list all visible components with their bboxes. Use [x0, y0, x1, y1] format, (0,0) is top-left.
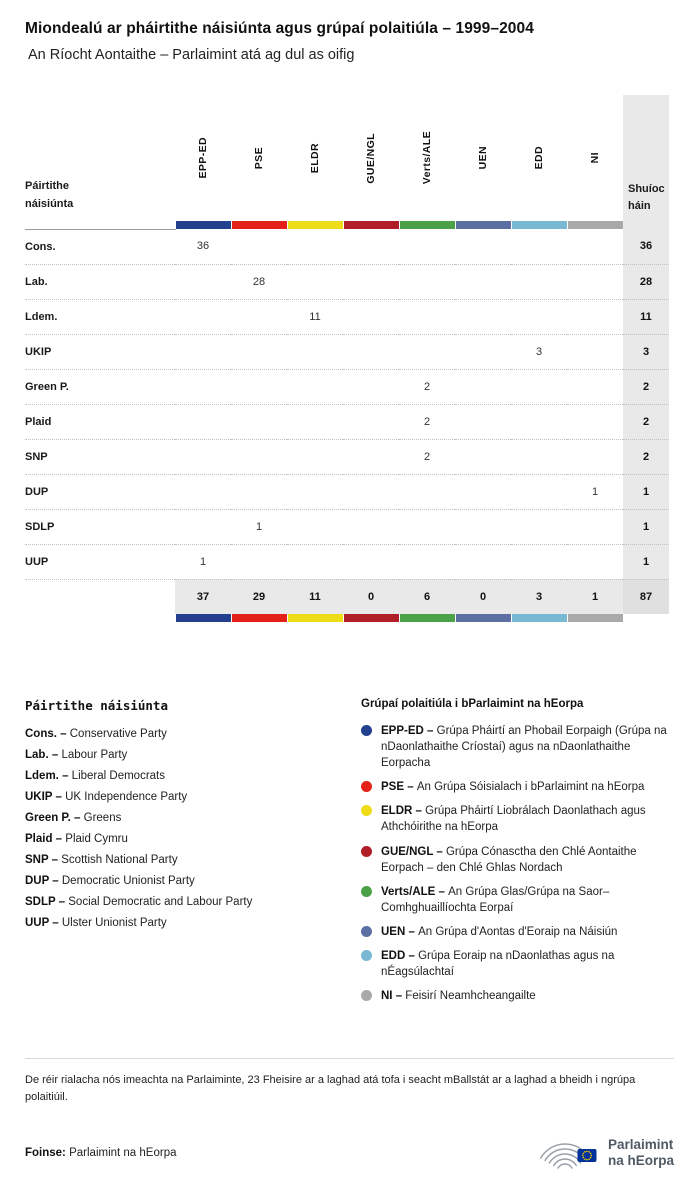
group-description: Grúpa Pháirtí an Phobail Eorpaigh (Grúpa na nDaonlathaithe Críostaí) agus na nDaonlathaithe Eorpacha	[381, 725, 667, 770]
separator-dash: –	[48, 854, 62, 866]
group-color-bar	[511, 221, 567, 229]
seat-value-cell	[231, 334, 287, 369]
seat-value-cell	[455, 404, 511, 439]
group-header-row	[25, 95, 669, 221]
party-legend-item	[25, 917, 337, 929]
seat-value-cell	[511, 229, 567, 264]
column-total-cell: 6	[399, 579, 455, 614]
party-full-name: Ulster Unionist Party	[61, 917, 167, 929]
seat-value-cell	[287, 264, 343, 299]
party-abbr: Ldem.	[25, 770, 59, 782]
seat-value-cell	[231, 299, 287, 334]
row-total-cell: 1	[623, 544, 669, 579]
group-legend-items	[361, 723, 672, 1004]
seat-value-cell	[343, 229, 399, 264]
group-abbr: UEN	[381, 925, 406, 938]
party-legend-title: Páirtithe náisiúnta	[25, 698, 168, 713]
group-description: Grúpa Cónasctha den Chlé Aontaithe Eorpach – den Chlé Ghlas Nordach	[381, 845, 637, 874]
seat-value-cell	[567, 299, 623, 334]
party-row	[25, 509, 669, 544]
group-color-dot	[361, 725, 372, 736]
group-abbr: EDD	[381, 950, 406, 963]
seat-value-cell	[455, 509, 511, 544]
party-full-name: Greens	[83, 812, 122, 824]
party-legend	[25, 698, 337, 1012]
party-full-name: Social Democratic and Labour Party	[68, 896, 253, 908]
group-column-header: GUE/NGL	[365, 132, 377, 184]
group-column-header: ELDR	[309, 142, 321, 174]
seat-value-cell	[231, 369, 287, 404]
separator-dash: –	[49, 875, 62, 887]
column-total-cell: 11	[287, 579, 343, 614]
seat-value-cell	[511, 264, 567, 299]
ep-hemicycle-flag-icon	[539, 1130, 601, 1175]
group-color-dot	[361, 886, 372, 897]
group-abbr: EPP-ED	[381, 725, 424, 737]
party-abbr: UKIP	[25, 791, 53, 803]
party-legend-item	[25, 854, 337, 866]
separator-dash: –	[392, 990, 406, 1003]
group-color-dot	[361, 781, 372, 792]
group-legend-item	[361, 948, 672, 980]
seat-value-cell	[399, 509, 455, 544]
party-full-name: UK Independence Party	[65, 791, 188, 803]
seat-value-cell	[343, 404, 399, 439]
seat-value-cell	[567, 229, 623, 264]
party-name: Green P.	[25, 369, 175, 404]
seat-value-cell	[175, 439, 231, 474]
party-legend-item	[25, 833, 337, 845]
seat-value-cell	[399, 474, 455, 509]
seat-value-cell: 1	[567, 474, 623, 509]
row-total-cell: 2	[623, 439, 669, 474]
group-color-bar	[231, 614, 287, 622]
group-color-bar	[231, 221, 287, 229]
seat-value-cell	[231, 404, 287, 439]
party-full-name: Plaid Cymru	[65, 833, 128, 845]
group-abbr: ELDR	[381, 805, 413, 818]
source-value: Parlaimint na hEorpa	[69, 1146, 177, 1159]
separator-dash: –	[405, 925, 419, 938]
group-column-header: PSE	[253, 146, 265, 170]
party-legend-item	[25, 896, 337, 908]
group-color-bar	[455, 221, 511, 229]
party-name: Lab.	[25, 264, 175, 299]
group-legend-item	[361, 924, 672, 940]
party-row	[25, 439, 669, 474]
seat-value-cell	[287, 369, 343, 404]
seat-value-cell	[511, 474, 567, 509]
seat-value-cell	[455, 439, 511, 474]
group-abbr: Verts/ALE	[381, 885, 436, 898]
group-color-bar	[175, 614, 231, 622]
seat-value-cell	[399, 264, 455, 299]
party-legend-item	[25, 791, 337, 803]
party-legend-item	[25, 875, 337, 887]
party-abbr: Plaid	[25, 833, 53, 845]
group-abbr: GUE/NGL	[381, 845, 434, 858]
ep-logo-text-line2: na hEorpa	[607, 1152, 674, 1168]
group-legend-item	[361, 779, 672, 795]
party-name: DUP	[25, 474, 175, 509]
grand-total-cell: 87	[623, 579, 669, 614]
bottom-color-bar-row	[25, 614, 669, 622]
seat-value-cell: 2	[399, 404, 455, 439]
footnote-section	[25, 1058, 674, 1106]
party-full-name: Democratic Unionist Party	[61, 875, 195, 887]
seat-value-cell	[455, 229, 511, 264]
group-color-bar-row	[25, 221, 669, 229]
group-legend	[361, 698, 672, 1012]
column-total-cell: 0	[343, 579, 399, 614]
party-row	[25, 264, 669, 299]
group-description: An Grúpa d'Aontas d'Eoraip na Náisiún	[418, 925, 618, 938]
ep-logo	[539, 1130, 674, 1175]
seat-value-cell: 1	[231, 509, 287, 544]
party-name: UKIP	[25, 334, 175, 369]
row-total-cell: 1	[623, 509, 669, 544]
seat-value-cell	[455, 334, 511, 369]
legend-section	[25, 698, 674, 1012]
separator-dash: –	[412, 805, 426, 818]
group-description: An Grúpa Glas/Grúpa na Saor–Comhghuaillíochta Eorpaí	[381, 885, 610, 914]
column-total-cell: 1	[567, 579, 623, 614]
seat-value-cell: 11	[287, 299, 343, 334]
party-name: Cons.	[25, 229, 175, 264]
party-abbr: DUP	[25, 875, 50, 887]
seat-value-cell: 3	[511, 334, 567, 369]
seat-value-cell	[231, 439, 287, 474]
header-rule	[25, 221, 175, 229]
separator-dash: –	[52, 833, 66, 845]
seat-value-cell	[567, 264, 623, 299]
seat-value-cell	[399, 299, 455, 334]
group-legend-item	[361, 803, 672, 835]
group-legend-item	[361, 844, 672, 876]
seat-value-cell	[455, 474, 511, 509]
group-color-bar	[567, 614, 623, 622]
separator-dash: –	[49, 917, 62, 929]
seat-value-cell	[343, 509, 399, 544]
party-abbr: UUP	[25, 917, 50, 929]
seat-value-cell	[511, 369, 567, 404]
row-total-cell: 28	[623, 264, 669, 299]
column-total-cell: 37	[175, 579, 231, 614]
group-description: Grúpa Pháirtí Liobrálach Daonlathach agus Athchóirithe na hEorpa	[381, 805, 646, 834]
party-name: SNP	[25, 439, 175, 474]
seat-value-cell	[511, 299, 567, 334]
party-legend-items	[25, 728, 337, 929]
group-color-bar	[455, 614, 511, 622]
totals-row	[25, 579, 669, 614]
party-abbr: SNP	[25, 854, 49, 866]
ep-logo-text-line1: Parlaimint	[607, 1136, 674, 1152]
party-row	[25, 369, 669, 404]
party-row	[25, 334, 669, 369]
seat-value-cell	[399, 544, 455, 579]
party-row	[25, 544, 669, 579]
seat-value-cell	[455, 369, 511, 404]
seat-value-cell	[175, 509, 231, 544]
separator-dash: –	[48, 749, 62, 761]
seat-value-cell	[455, 299, 511, 334]
group-column-header: EPP-ED	[197, 137, 209, 179]
group-legend-title: Grúpaí polaitiúla i bParlaimint na hEorpa	[361, 698, 584, 710]
seat-value-cell	[343, 299, 399, 334]
party-abbr: Cons.	[25, 728, 57, 740]
seat-value-cell: 28	[231, 264, 287, 299]
party-full-name: Labour Party	[61, 749, 128, 761]
seat-value-cell	[231, 229, 287, 264]
seat-value-cell	[455, 544, 511, 579]
page-subtitle: An Ríocht Aontaithe – Parlaimint atá ag dul as oifig	[28, 47, 355, 63]
seat-value-cell	[343, 369, 399, 404]
group-color-dot	[361, 805, 372, 816]
page-title: Miondealú ar pháirtithe náisiúnta agus grúpaí polaitiúla – 1999–2004	[25, 20, 534, 37]
seat-value-cell: 36	[175, 229, 231, 264]
seat-value-cell	[511, 404, 567, 439]
row-total-cell: 3	[623, 334, 669, 369]
seat-value-cell	[175, 264, 231, 299]
separator-dash: –	[70, 812, 84, 824]
column-total-cell: 3	[511, 579, 567, 614]
group-color-dot	[361, 846, 372, 857]
seats-column-header: Shuíocháin	[623, 95, 669, 221]
party-legend-item	[25, 749, 337, 761]
party-full-name: Conservative Party	[69, 728, 167, 740]
party-abbr: Lab.	[25, 749, 49, 761]
party-full-name: Scottish National Party	[61, 854, 178, 866]
seat-value-cell: 2	[399, 369, 455, 404]
seat-value-cell	[343, 474, 399, 509]
seat-value-cell	[567, 369, 623, 404]
seat-value-cell	[455, 264, 511, 299]
group-description: Feisirí Neamhcheangailte	[405, 990, 536, 1003]
procedural-note: De réir rialacha nós imeachta na Parlaiminte, 23 Fheisire ar a laghad atá tofa i seacht mBallstát ar a laghad a bheidh i ngrúpa polaitiúil.	[25, 1074, 636, 1104]
seat-value-cell	[567, 509, 623, 544]
seat-value-cell	[175, 474, 231, 509]
group-color-bar	[567, 221, 623, 229]
separator-dash: –	[405, 950, 419, 963]
seat-value-cell	[175, 334, 231, 369]
seat-value-cell: 2	[399, 439, 455, 474]
row-total-cell: 1	[623, 474, 669, 509]
results-table	[25, 95, 669, 622]
party-row	[25, 474, 669, 509]
separator-dash: –	[52, 791, 66, 803]
group-color-bar	[399, 221, 455, 229]
party-legend-item	[25, 728, 337, 740]
group-description: An Grúpa Sóisialach i bParlaimint na hEorpa	[416, 781, 645, 794]
separator-dash: –	[435, 885, 449, 898]
separator-dash: –	[423, 725, 437, 737]
group-color-bar	[175, 221, 231, 229]
group-color-bar	[399, 614, 455, 622]
group-abbr: PSE	[381, 781, 405, 794]
party-name: UUP	[25, 544, 175, 579]
source-label: Foinse:	[25, 1146, 66, 1159]
group-column-header: EDD	[533, 146, 545, 170]
group-color-bar	[343, 221, 399, 229]
party-legend-item	[25, 812, 337, 824]
group-column-header: NI	[589, 152, 601, 164]
separator-dash: –	[433, 845, 446, 858]
row-total-cell: 2	[623, 369, 669, 404]
seat-value-cell	[511, 509, 567, 544]
row-header-label: Páirtithe náisiúnta	[25, 179, 74, 211]
group-abbr: NI	[381, 990, 393, 1003]
party-row	[25, 299, 669, 334]
seat-value-cell	[287, 474, 343, 509]
party-name: SDLP	[25, 509, 175, 544]
bottom-bar	[25, 1130, 674, 1175]
row-total-cell: 2	[623, 404, 669, 439]
seat-value-cell	[343, 439, 399, 474]
party-full-name: Liberal Democrats	[71, 770, 165, 782]
party-row	[25, 229, 669, 264]
group-color-bar	[287, 221, 343, 229]
seat-value-cell	[399, 229, 455, 264]
seat-value-cell	[287, 334, 343, 369]
seat-value-cell	[567, 334, 623, 369]
seat-value-cell	[567, 544, 623, 579]
group-color-dot	[361, 926, 372, 937]
group-column-header: UEN	[477, 146, 489, 170]
group-color-dot	[361, 950, 372, 961]
seat-value-cell	[175, 404, 231, 439]
row-total-cell: 11	[623, 299, 669, 334]
column-total-cell: 29	[231, 579, 287, 614]
seat-value-cell	[231, 544, 287, 579]
seat-value-cell	[175, 299, 231, 334]
column-total-cell: 0	[455, 579, 511, 614]
seat-value-cell	[175, 369, 231, 404]
separator-dash: –	[55, 896, 69, 908]
row-total-cell: 36	[623, 229, 669, 264]
separator-dash: –	[404, 781, 417, 794]
seat-value-cell	[511, 544, 567, 579]
seat-value-cell	[287, 229, 343, 264]
seat-value-cell	[287, 509, 343, 544]
party-name: Ldem.	[25, 299, 175, 334]
group-color-bar	[343, 614, 399, 622]
seat-value-cell	[287, 544, 343, 579]
party-name: Plaid	[25, 404, 175, 439]
seat-value-cell	[567, 404, 623, 439]
seat-value-cell	[343, 264, 399, 299]
seat-value-cell	[343, 544, 399, 579]
party-abbr: SDLP	[25, 896, 56, 908]
group-legend-item	[361, 723, 672, 771]
party-legend-item	[25, 770, 337, 782]
seat-value-cell	[567, 439, 623, 474]
group-color-dot	[361, 990, 372, 1001]
group-description: Grúpa Eoraip na nDaonlathas agus na nÉagsúlachtaí	[381, 950, 615, 979]
source-line	[25, 1147, 177, 1159]
separator-dash: –	[56, 728, 70, 740]
seat-value-cell	[231, 474, 287, 509]
seat-value-cell	[399, 334, 455, 369]
party-row	[25, 404, 669, 439]
party-abbr: Green P.	[25, 812, 71, 824]
seat-value-cell	[287, 439, 343, 474]
seat-value-cell	[511, 439, 567, 474]
separator-dash: –	[58, 770, 72, 782]
seat-value-cell	[343, 334, 399, 369]
group-column-header: Verts/ALE	[421, 131, 433, 185]
ep-logo-text	[608, 1137, 674, 1169]
seat-value-cell	[287, 404, 343, 439]
seat-value-cell: 1	[175, 544, 231, 579]
group-legend-item	[361, 884, 672, 916]
group-color-bar	[511, 614, 567, 622]
group-color-bar	[287, 614, 343, 622]
group-legend-item	[361, 988, 672, 1004]
